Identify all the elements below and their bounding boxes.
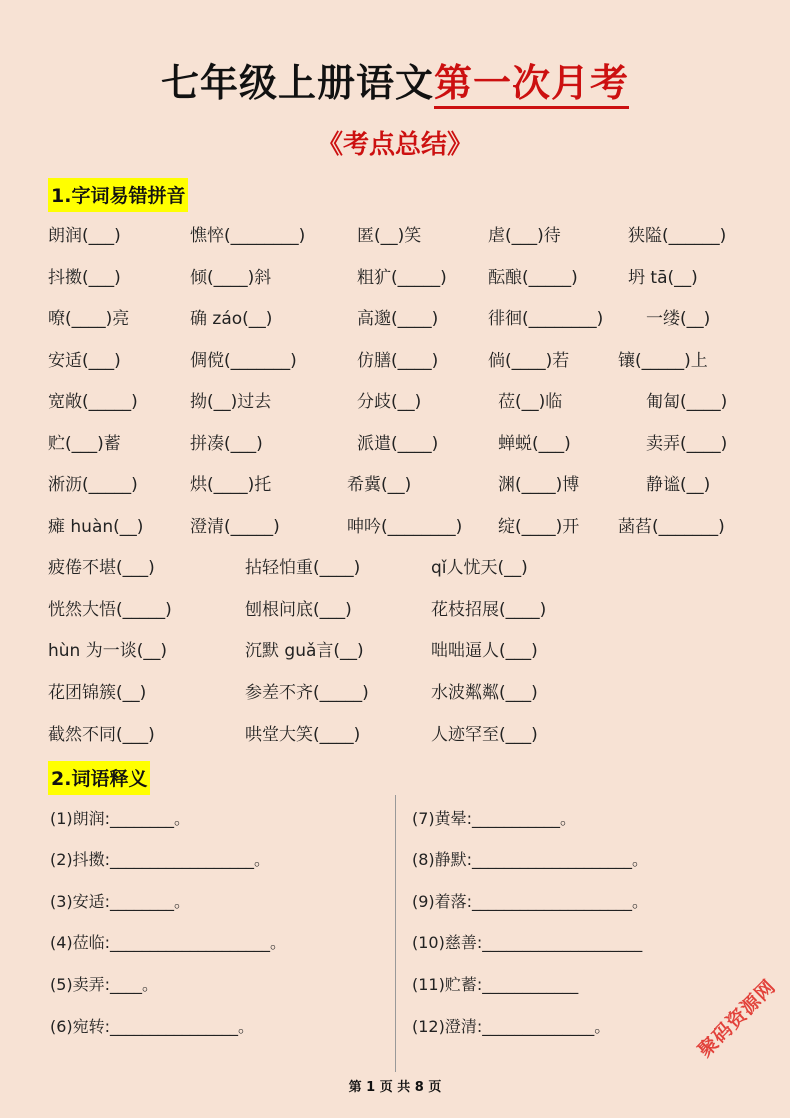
pinyin-item: 抖擞(___) (48, 268, 121, 288)
pinyin-item: 烘(____)托 (190, 475, 272, 495)
page-footer: 第 1 页 共 8 页 (348, 1080, 442, 1095)
pinyin-item: 哄堂大笑(____) (245, 725, 361, 745)
definition-item: (9)着落:____________________。 (412, 892, 649, 911)
pinyin-item: 瘫 huàn(__) (48, 517, 144, 537)
definition-item: (1)朗润:________。 (50, 809, 191, 828)
definition-item: (6)宛转:________________。 (50, 1017, 255, 1036)
pinyin-item: 仿膳(____) (357, 351, 439, 371)
pinyin-item: 贮(___)蓄 (48, 434, 121, 454)
pinyin-item: 徘徊(________) (488, 309, 604, 329)
section-heading-pinyin: 1.字词易错拼音 (48, 178, 188, 212)
definition-item: (8)静默:____________________。 (412, 850, 649, 869)
pinyin-item: 拈轻怕重(____) (245, 558, 361, 578)
pinyin-item: 狭隘(______) (628, 226, 727, 246)
pinyin-item: 疲倦不堪(___) (48, 558, 155, 578)
pinyin-item: 拼凑(___) (190, 434, 263, 454)
pinyin-item: 刨根问底(___) (245, 600, 352, 620)
pinyin-item: 派遣(____) (357, 434, 439, 454)
page-title (0, 52, 790, 107)
definition-item: (10)慈善:____________________ (412, 933, 643, 952)
pinyin-item: 高邈(____) (357, 309, 439, 329)
pinyin-item: 绽(____)开 (498, 517, 580, 537)
pinyin-item: 参差不齐(_____) (245, 683, 369, 703)
pinyin-item: 咄咄逼人(___) (431, 641, 538, 661)
definition-item: (4)莅临:____________________。 (50, 933, 287, 952)
pinyin-item: 希冀(__) (347, 475, 412, 495)
pinyin-item: 嘹(____)亮 (48, 309, 130, 329)
pinyin-item: 截然不同(___) (48, 725, 155, 745)
pinyin-item: qǐ人忧天(__) (431, 558, 528, 578)
definition-item: (5)卖弄:____。 (50, 975, 159, 994)
pinyin-item: 渊(____)博 (498, 475, 580, 495)
pinyin-item: 倾(____)斜 (190, 268, 272, 288)
pinyin-item: 水波粼粼(___) (431, 683, 538, 703)
pinyin-item: 花团锦簇(__) (48, 683, 147, 703)
column-divider (395, 795, 396, 1072)
pinyin-item: 倘(____)若 (488, 351, 570, 371)
pinyin-item: 沉默 guǎ言(__) (245, 641, 364, 661)
definition-item: (7)黄晕:___________。 (412, 809, 577, 828)
definition-item: (11)贮蓄:____________ (412, 975, 579, 994)
pinyin-item: 人迹罕至(___) (431, 725, 538, 745)
pinyin-item: 一缕(__) (646, 309, 711, 329)
pinyin-item: 呻吟(________) (347, 517, 463, 537)
pinyin-item: 朗润(___) (48, 226, 121, 246)
definition-item: (3)安适:________。 (50, 892, 191, 911)
pinyin-item: 分歧(__) (357, 392, 422, 412)
pinyin-item: 卖弄(____) (646, 434, 728, 454)
pinyin-item: 拗(__)过去 (190, 392, 272, 412)
pinyin-item: 恍然大悟(_____) (48, 600, 172, 620)
pinyin-item: 粗犷(_____) (357, 268, 447, 288)
pinyin-item: 澄清(_____) (190, 517, 280, 537)
pinyin-item: 虐(___)待 (488, 226, 561, 246)
pinyin-item: 坍 tā(__) (628, 268, 698, 288)
pinyin-item: 花枝招展(____) (431, 600, 547, 620)
pinyin-item: 淅沥(_____) (48, 475, 138, 495)
pinyin-item: 蝉蜕(___) (498, 434, 571, 454)
pinyin-item: 匍匐(____) (646, 392, 728, 412)
page-subtitle: 《考点总结》 (316, 130, 473, 160)
section-heading-definitions: 2.词语释义 (48, 761, 150, 795)
pinyin-item: hùn 为一谈(__) (48, 641, 167, 661)
pinyin-item: 倜傥(_______) (190, 351, 297, 371)
definition-item: (2)抖擞:__________________。 (50, 850, 271, 869)
title-main: 七年级上册语文 (160, 61, 434, 105)
pinyin-item: 安适(___) (48, 351, 121, 371)
pinyin-item: 宽敞(_____) (48, 392, 138, 412)
pinyin-item: 镶(_____)上 (618, 351, 708, 371)
pinyin-item: 憔悴(________) (190, 226, 306, 246)
pinyin-item: 莅(__)临 (498, 392, 563, 412)
pinyin-item: 确 záo(__) (190, 309, 273, 329)
watermark: 聚码资源网 (693, 975, 781, 1062)
pinyin-item: 匿(__)笑 (357, 226, 422, 246)
pinyin-item: 酝酿(_____) (488, 268, 578, 288)
definition-item: (12)澄清:______________。 (412, 1017, 611, 1036)
pinyin-item: 菡萏(_______) (618, 517, 725, 537)
pinyin-item: 静谧(__) (646, 475, 711, 495)
title-highlight: 第一次月考 (434, 61, 629, 109)
